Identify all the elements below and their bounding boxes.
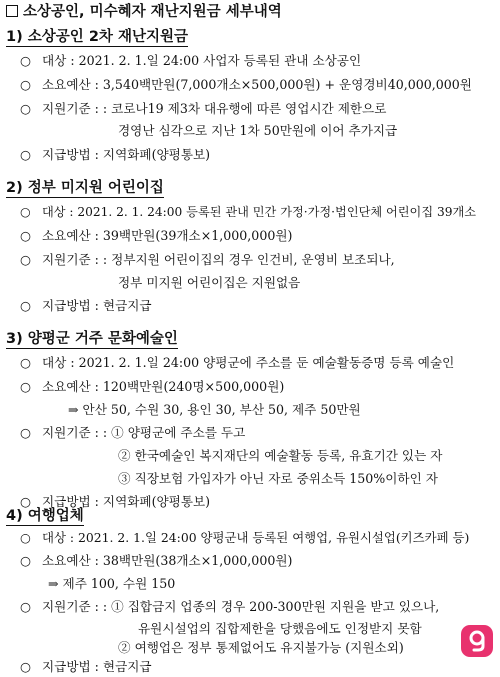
- section-4-line-2: ○ 소요예산 : 38백만원(38개소×1,000,000원): [20, 551, 292, 571]
- bullet-icon: ○: [20, 355, 31, 370]
- bullet-icon: ○: [20, 147, 31, 162]
- section-4-line-1: ○ 대상 : 2021. 2. 1.일 24:00 양평군내 등록된 여행업, 유원시설업(키즈카페 등): [20, 528, 469, 548]
- section-2-line-4: 정부 미지원 어린이집은 지원없음: [118, 275, 301, 290]
- section-3-line-1: ○ 대상 : 2021. 2. 1.일 24:00 양평군에 주소를 둔 예술활동증명 등록 예술인: [20, 353, 454, 373]
- bullet-icon: ○: [20, 530, 31, 545]
- section-1-line-3: ○ 지원기준 : : 코로나19 제3차 대유행에 따른 영업시간 제한으로: [20, 99, 386, 119]
- section-3-line-5: ② 한국예술인 복지재단의 예술활동 등록, 유효기간 있는 자: [118, 448, 443, 463]
- section-2-line-3: ○ 지원기준 : : 정부지원 어린이집의 경우 인건비, 운영비 보조되나,: [20, 250, 395, 270]
- bullet-icon: ○: [20, 425, 31, 440]
- section-4-line-5: 유원시설업의 집합제한을 당했음에도 인정받지 못함: [138, 621, 422, 636]
- section-1-line-2: ○ 소요예산 : 3,540백만원(7,000개소×500,000원) + 운영경비40,000,000원: [20, 75, 472, 95]
- section-4-heading: 4) 여행업체: [6, 508, 84, 524]
- checkbox-square-icon: [6, 5, 18, 17]
- bullet-icon: ○: [20, 553, 31, 568]
- bullet-icon: ○: [20, 252, 31, 267]
- bullet-icon: ○: [20, 101, 31, 116]
- section-1-line-4: 경영난 심각으로 지난 1차 50만원에 이어 추가지급: [118, 123, 398, 138]
- section-3-line-3: ⇒ 안산 50, 수원 30, 용인 30, 부산 50, 제주 50만원: [68, 402, 361, 417]
- section-2-line-2: ○ 소요예산 : 39백만원(39개소×1,000,000원): [20, 226, 292, 246]
- section-4-line-4: ○ 지원기준 : : ① 집합금지 업종의 경우 200-300만원 지원을 받고 있으나,: [20, 597, 439, 617]
- section-4-line-6: ② 여행업은 정부 통제없어도 유지불가능 (지원소외): [118, 640, 404, 655]
- section-1-line-1: ○ 대상 : 2021. 2. 1.일 24:00 사업자 등록된 관내 소상공인: [20, 51, 361, 71]
- section-3-line-6: ③ 직장보험 가입자가 아닌 자로 중위소득 150%이하인 자: [118, 471, 438, 486]
- bullet-icon: ○: [20, 599, 31, 614]
- bullet-icon: ○: [20, 53, 31, 68]
- section-3-line-2: ○ 소요예산 : 120백만원(240명×500,000원): [20, 377, 284, 397]
- section-2-line-5: ○ 지급방법 : 현금지급: [20, 296, 152, 316]
- bullet-icon: ○: [20, 379, 31, 394]
- section-4-line-7: ○ 지급방법 : 현금지급: [20, 657, 152, 677]
- section-1-heading: 1) 소상공인 2차 재난지원금: [6, 29, 189, 45]
- app-logo-icon: [458, 622, 498, 662]
- bullet-icon: ○: [20, 298, 31, 313]
- document-title: [6, 2, 282, 22]
- bullet-icon: ○: [20, 228, 31, 243]
- bullet-icon: ○: [20, 494, 31, 509]
- section-1-line-5: ○ 지급방법 : 지역화폐(양평통보): [20, 145, 210, 165]
- section-2-heading: 2) 정부 미지원 어린이집: [6, 180, 164, 196]
- section-3-line-7: ○ 지급방법 : 지역화폐(양평통보): [20, 492, 210, 512]
- section-4-line-3: ⇒ 제주 100, 수원 150: [48, 576, 176, 591]
- bullet-icon: ○: [20, 659, 31, 674]
- section-3-heading: 3) 양평군 거주 문화예술인: [6, 331, 178, 347]
- section-2-line-1: ○ 대상 : 2021. 2. 1. 24:00 등록된 관내 민간 가정·가정·법인단체 어린이집 39개소: [20, 202, 476, 222]
- bullet-icon: ○: [20, 205, 31, 219]
- document-title-text: 소상공인, 미수혜자 재난지원금 세부내역: [23, 4, 282, 20]
- bullet-icon: ○: [20, 77, 31, 92]
- section-3-line-4: ○ 지원기준 : : ① 양평군에 주소를 두고: [20, 423, 245, 443]
